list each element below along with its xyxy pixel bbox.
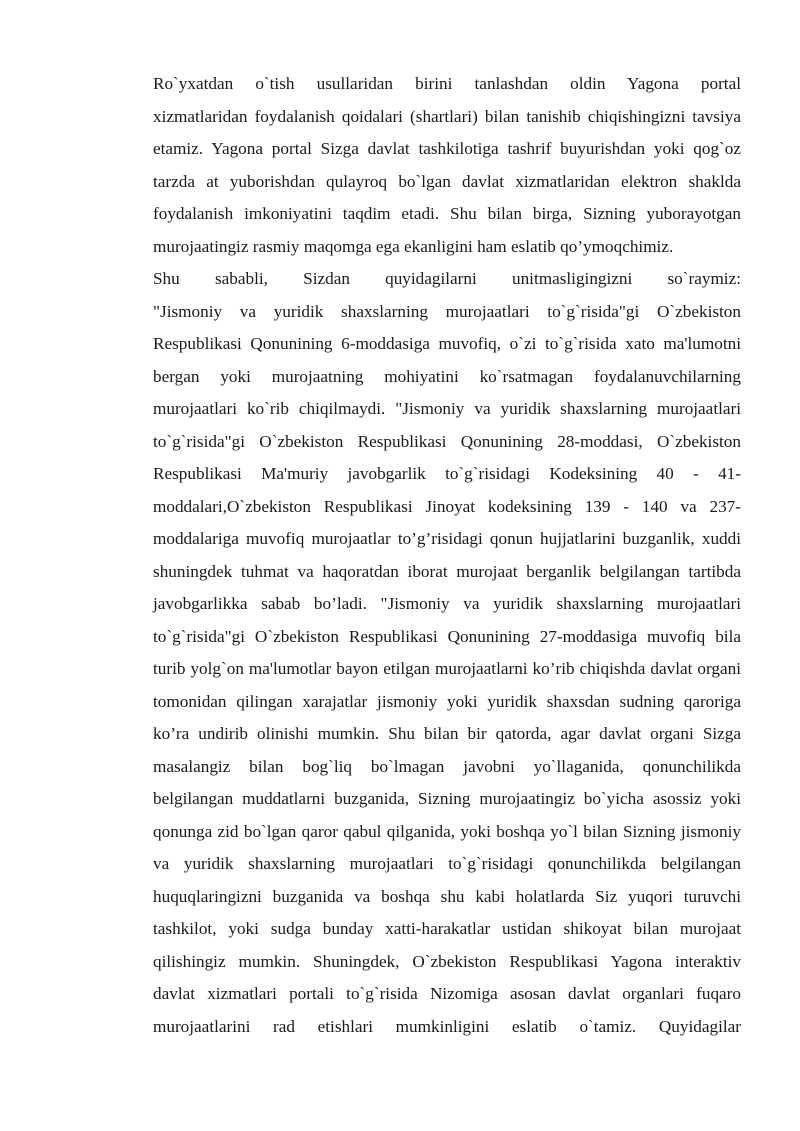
text-line: "Jismoniy va yuridik shaxslarning murojaatlari to`g`risida"gi O`zbekiston [153,301,741,321]
text-line: moddalariga muvofiq murojaatlar to’g’risidagi qonun hujjatlarini buzganlik, xuddi [153,529,741,548]
text-line: huquqlaringizni buzganida va boshqa shu kabi holatlarda Siz yuqori turuvchi [153,886,741,906]
text-line: Ro`yxatdan o`tish usullaridan birini tanlashdan oldin Yagona portal [153,74,741,93]
text-line: javobgarlikka sabab bo’ladi. "Jismoniy va yuridik shaxslarning murojaatlari [153,594,741,613]
text-line: to`g`risida"gi O`zbekiston Respublikasi Qonunining 27-moddasiga muvofiq bila [153,626,741,646]
paragraph-registration-terms [117,68,741,263]
text-line: murojaatlarini rad etishlari mumkinligini eslatib o`tamiz. Quyidagilar [153,1016,741,1036]
text-line: moddalari,O`zbekiston Respublikasi Jinoyat kodeksining 139 - 140 va 237- [153,496,741,516]
text-line: Respublikasi Qonunining 6-moddasiga muvofiq, o`zi to`g`risida xato ma'lumotni [153,334,741,353]
text-line: to`g`risida"gi O`zbekiston Respublikasi Qonunining 28-moddasi, O`zbekiston [153,431,741,451]
text-line: murojaatingiz rasmiy maqomga ega ekanligini ham eslatib qo’ymoqchimiz. [153,236,674,256]
text-line: bergan yoki murojaatning mohiyatini ko`rsatmagan foydalanuvchilarning [153,366,741,386]
text-line: masalangiz bilan bog`liq bo`lmagan javobni yo`llaganida, qonunchilikda [153,756,741,776]
text-line: xizmatlaridan foydalanish qoidalari (shartlari) bilan tanishib chiqishingizni tavsiya [153,106,741,126]
text-line: turib yolg`on ma'lumotlar bayon etilgan murojaatlarni ko’rib chiqishda davlat organi [153,659,741,678]
text-line: ko’ra undirib olinishi mumkin. Shu bilan bir qatorda, agar davlat organi Sizga [153,724,741,743]
paragraph-legal-notice [117,263,741,1043]
text-line: tarzda at yuborishdan qulayroq bo`lgan davlat xizmatlaridan elektron shaklda [153,171,741,191]
text-line: murojaatlari ko`rib chiqilmaydi. "Jismoniy va yuridik shaxslarning murojaatlari [153,399,741,418]
text-line: Respublikasi Ma'muriy javobgarlik to`g`risidagi Kodeksining 40 - 41- [153,464,741,483]
text-line: tashkilot, yoki sudga bunday xatti-harakatlar ustidan shikoyat bilan murojaat [153,919,741,938]
text-line: foydalanish imkoniyatini taqdim etadi. Shu bilan birga, Sizning yuborayotgan [153,204,741,223]
text-line: qilishingiz mumkin. Shuningdek, O`zbekiston Respublikasi Yagona interaktiv [153,951,741,971]
text-line: belgilangan muddatlarni buzganida, Sizning murojaatingiz bo`yicha asossiz yoki [153,789,741,808]
text-line: shuningdek tuhmat va haqoratdan iborat murojaat berganlik belgilangan tartibda [153,561,741,581]
text-line: va yuridik shaxslarning murojaatlari to`g`risidagi qonunchilikda belgilangan [153,854,741,873]
text-line: davlat xizmatlari portali to`g`risida Nizomiga asosan davlat organlari fuqaro [153,984,741,1003]
document-body [117,68,741,1043]
text-line: Shu sababli, Sizdan quyidagilarni unitmasligingizni so`raymiz: [153,269,741,288]
text-line: tomonidan qilingan xarajatlar jismoniy yoki yuridik shaxsdan sudning qaroriga [153,691,741,711]
text-line: etamiz. Yagona portal Sizga davlat tashkilotiga tashrif buyurishdan yoki qog`oz [153,139,741,158]
text-line: qonunga zid bo`lgan qaror qabul qilganida, yoki boshqa yo`l bilan Sizning jismoniy [153,821,741,841]
